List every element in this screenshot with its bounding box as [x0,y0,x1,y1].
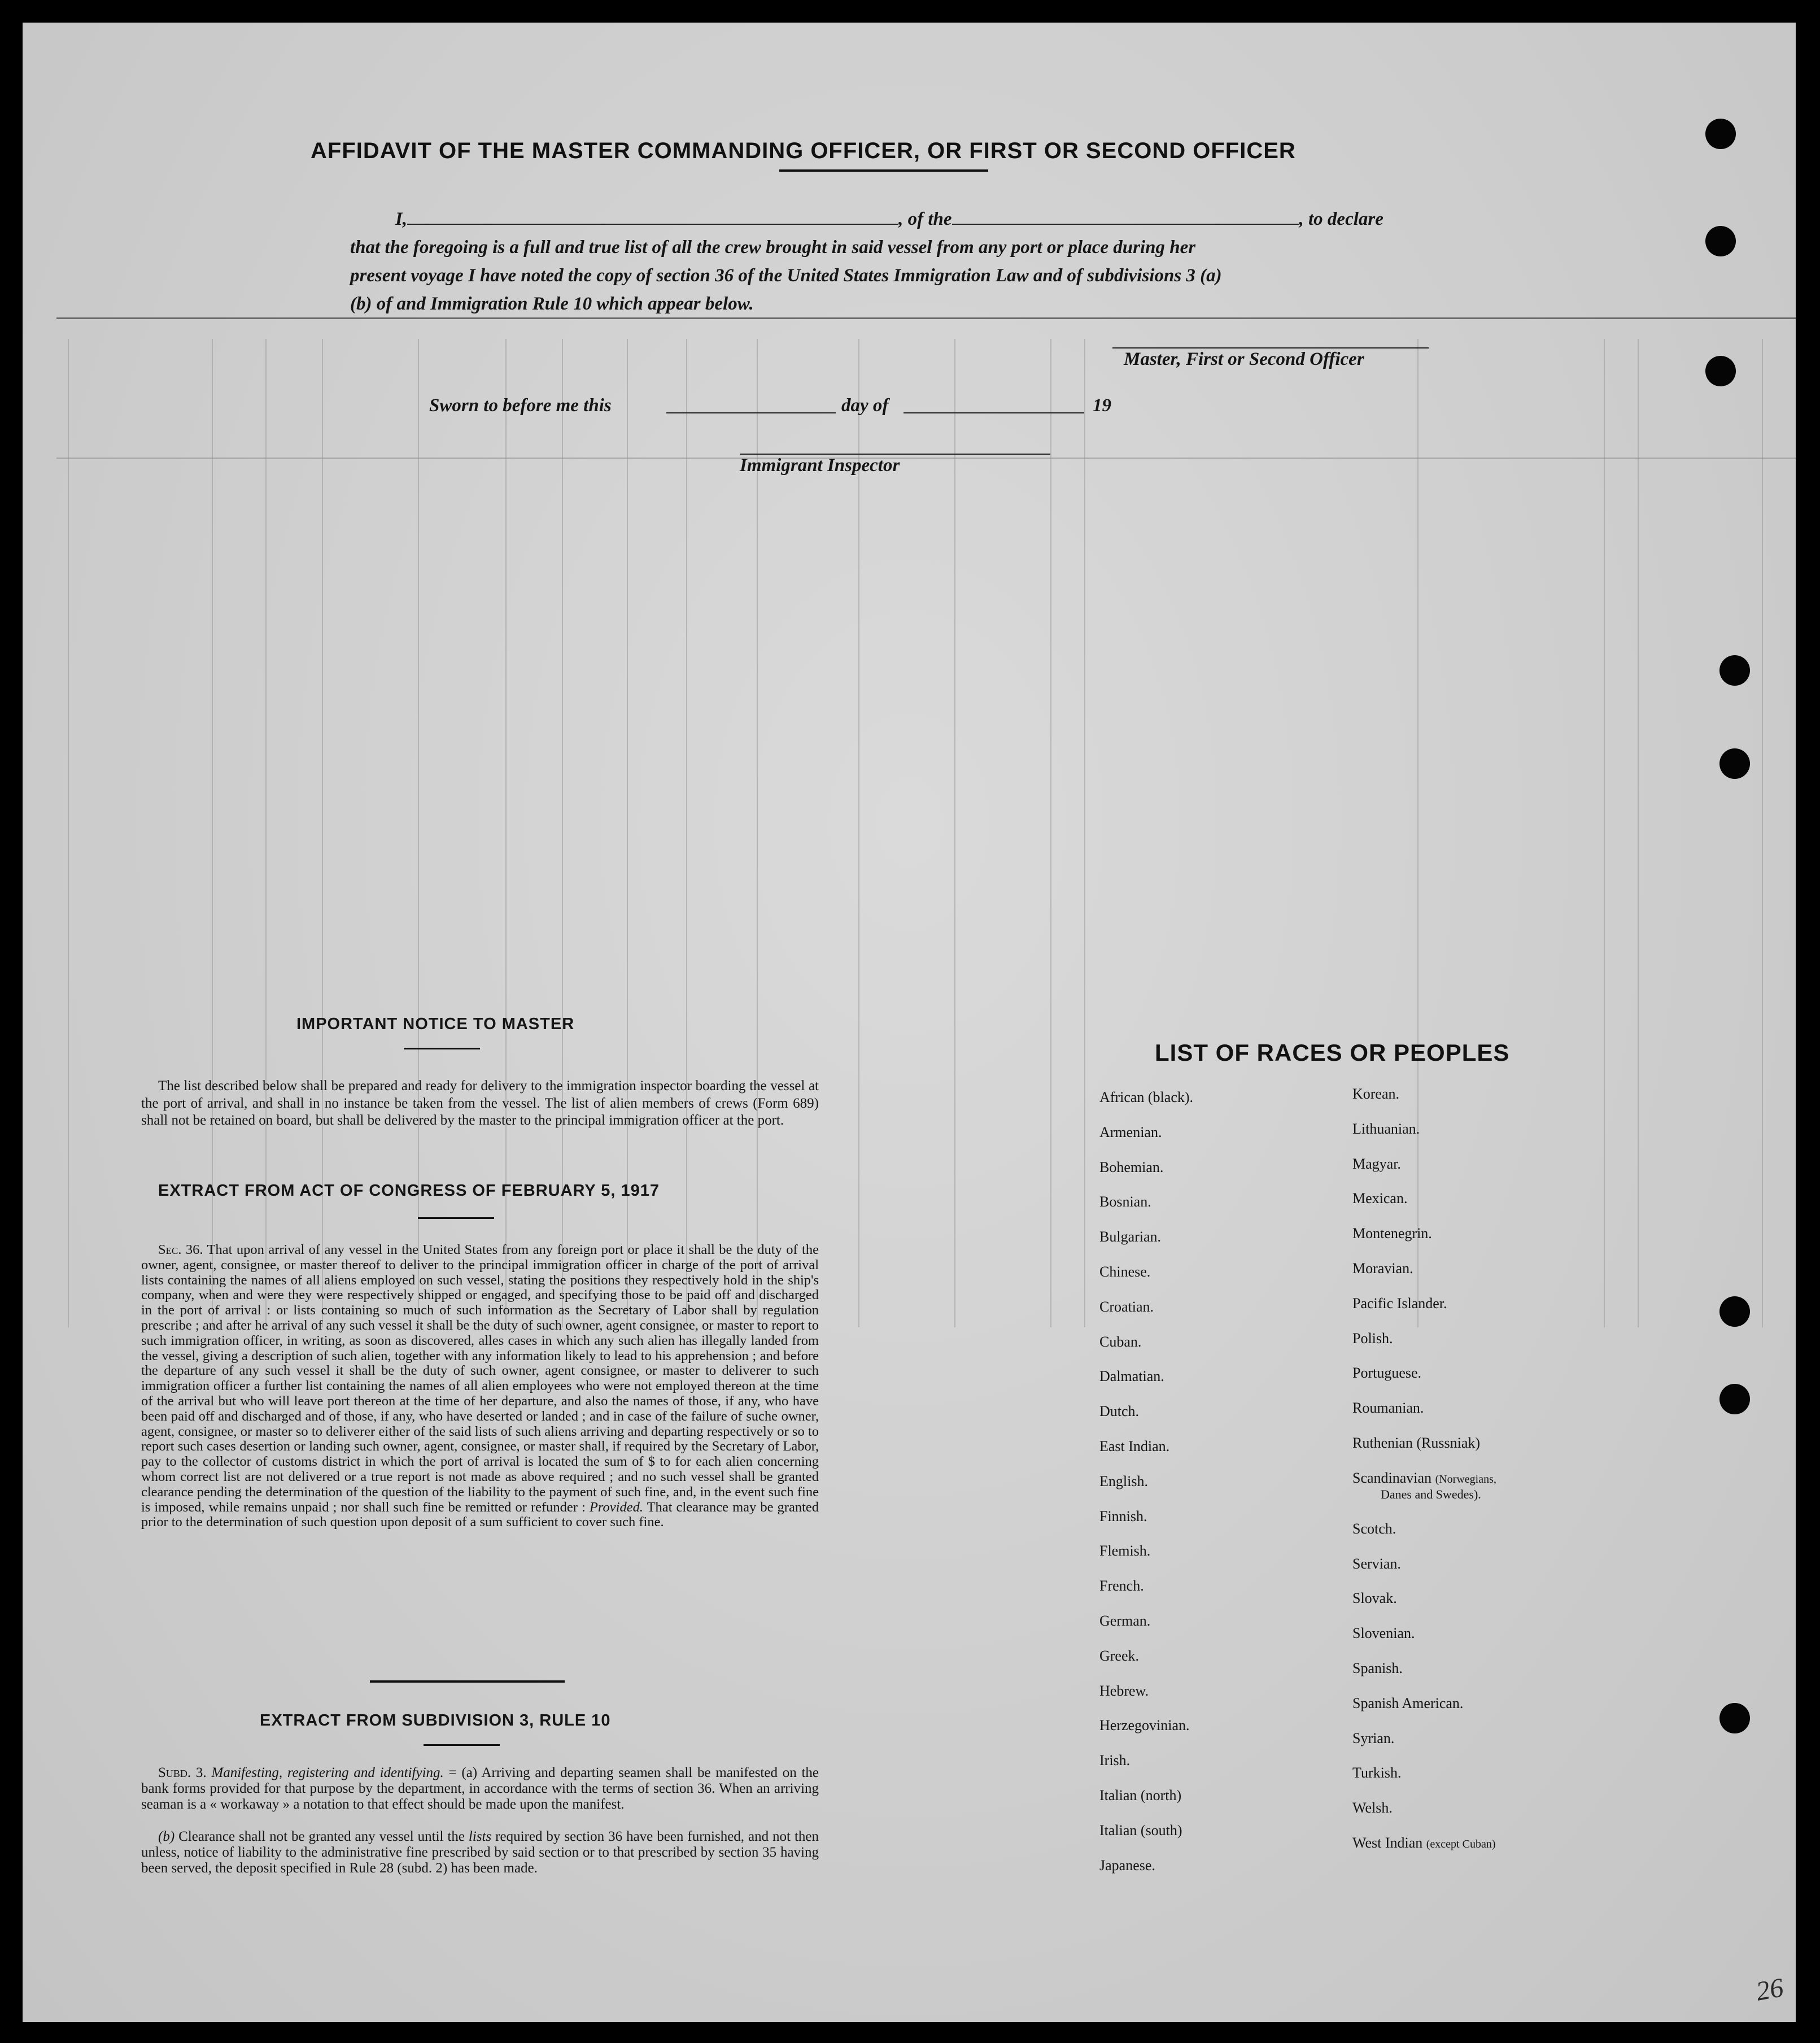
sworn-day-blank[interactable] [666,412,836,413]
notice-underline [404,1048,480,1049]
race-item: Servian. [1352,1555,1401,1572]
notice-paragraph: The list described below shall be prepared and ready for delivery to the immigration inspector boarding the vessel at the port of arrival, and shall in no instance be taken from the vessel. The list of alien members of crews (Form 689) shall not be retained on board, but shall be delivered by the master to the principal immigration officer at the port. [141,1078,819,1128]
races-title: LIST OF RACES OR PEOPLES [1155,1039,1510,1066]
west-indian-note: (except Cuban) [1426,1837,1496,1850]
race-item: Italian (south) [1099,1822,1182,1839]
column-rule [1604,339,1605,1327]
sworn-label: Sworn to before me this [429,395,612,416]
punch-hole [1719,1296,1750,1327]
race-item: Turkish. [1352,1765,1402,1781]
subd-b-text: Clearance shall not be granted any vessel until the [178,1829,465,1844]
column-rule [757,339,758,1327]
title-underline [779,169,988,172]
race-item: English. [1099,1473,1148,1489]
race-item: Hebrew. [1099,1682,1149,1699]
name-blank[interactable] [407,224,898,225]
race-item: Slovak. [1352,1590,1397,1607]
notice-heading: IMPORTANT NOTICE TO MASTER [296,1015,575,1033]
punch-hole [1719,1703,1750,1733]
race-item: Magyar. [1352,1155,1401,1172]
column-rule [1084,339,1085,1327]
affidavit-title: AFFIDAVIT OF THE MASTER COMMANDING OFFICER, OR FIRST OR SECOND OFFICER [311,138,1296,163]
scandinavian-label: Scandinavian [1352,1469,1432,1486]
races-right-column [1352,1086,1496,1870]
west-indian-label: West Indian [1352,1834,1423,1851]
race-item: Korean. [1352,1086,1400,1102]
race-item: Scotch. [1352,1520,1396,1537]
affidavit-i-text: I, [395,209,408,229]
section-36-paragraph [141,1243,819,1530]
punch-hole [1719,748,1750,779]
race-item: Moravian. [1352,1260,1413,1277]
race-item: Italian (north) [1099,1787,1182,1804]
punch-hole [1705,226,1736,256]
master-signature-label: Master, First or Second Officer [1124,349,1364,369]
punch-hole [1719,1384,1750,1414]
race-item: Roumanian. [1352,1400,1424,1417]
column-rule [686,339,687,1327]
scandinavian-note-2: Danes and Swedes). [1381,1487,1481,1501]
race-item: Welsh. [1352,1800,1393,1817]
race-item: Mexican. [1352,1190,1408,1207]
race-item: Croatian. [1099,1298,1154,1315]
vessel-blank[interactable] [952,224,1299,225]
section-36-text: That upon arrival of any vessel in the United States from any foreign port or place it shall be the duty of the owner, agent, consignee, or master thereof to deliver to the principal immigration officer in charge of the port of arrival lists containing the names of all aliens employed on such vessel, stating the positions they respectively hold in the ship's company, when and were they were respectively shipped or engaged, and specifying those to be paid off and discharged in the port of arrival : or lists containing so much of such information as the Secretary of Labor shall by regulation prescribe ; and after he arrival of any such vessel it shall be the duty of such owner, agent consignee, or master to report to such immigration officer, in writing, as soon as discovered, alles cases in which any such alien has illegally landed from the vessel, giving a description of such alien, together with any information likely to lead to his apprehension ; and before the departure of any such vessel it shall be the duty of such owner, agent consignee, or master to deliverer to such immigration officer a further list containing the names of all alien employees who were not employed thereon at the time of the arrival but who will leave port thereon at the time of her departure, and also the names of those, if any, who have been paid off and discharged and of those, if any, who have deserted or landed ; and in case of the failure of suche owner, agent, consignee, or master so to deliverer either of the said lists of such aliens arriving and departing respectively or so to report such cases desertion or landing such owner, agent, consignee, or master shall, if required by the Secretary of Labor, pay to the collector of customs district in which the port of arrival is located the sum of $ to for each alien concerning whom correct list are not delivered or a true report is not made as above required ; and no such vessel shall be granted clearance pending the determination of the question of the liability to the payment of such fine, and, in the event such fine is imposed, while remains unpaid ; nor shall such fine be remitted or refunder : [141,1242,819,1515]
race-item: Chinese. [1099,1263,1151,1280]
race-item-scandinavian [1352,1470,1496,1521]
column-rule [265,339,267,1327]
race-item: East Indian. [1099,1437,1170,1454]
rule-extract-heading: EXTRACT FROM SUBDIVISION 3, RULE 10 [260,1711,611,1730]
race-item: Spanish. [1352,1659,1403,1676]
provided-text: Provided. [589,1499,643,1515]
column-rule [505,339,507,1327]
column-rule [1050,339,1051,1327]
race-item: Polish. [1352,1330,1393,1347]
race-item: Greek. [1099,1647,1140,1664]
race-item: Lithuanian. [1352,1120,1420,1137]
race-item: Bohemian. [1099,1158,1164,1175]
race-item: Spanish American. [1352,1694,1464,1711]
year-label: 19 [1093,395,1111,416]
race-item: Dalmatian. [1099,1368,1164,1385]
master-signature-line[interactable] [1112,347,1429,349]
race-item: Finnish. [1099,1508,1147,1524]
race-item: Japanese. [1099,1857,1155,1874]
inspector-signature-line[interactable] [740,454,1050,455]
document-sheet [23,23,1796,2022]
affidavit-body-line: (b) of and Immigration Rule 10 which appear below. [350,294,754,314]
race-item: Flemish. [1099,1543,1151,1560]
punch-hole [1719,655,1750,686]
affidavit-of-the-text: , of the [898,209,952,229]
race-item: Syrian. [1352,1730,1395,1746]
act-extract-heading: EXTRACT FROM ACT OF CONGRESS OF FEBRUARY 5, 1917 [158,1182,660,1200]
subd-label: Subd. 3. [158,1765,207,1780]
race-item: African (black). [1099,1089,1194,1105]
scandinavian-note: (Norwegians, [1435,1473,1496,1486]
subd-a-text: = (a) Arriving and departing seamen shall be manifested on the bank forms provided for that purpose by the department, in accordance with the terms of section 36. When an arriving seaman is a « workaway » a notation to that effect should be made upon the manifest. [141,1765,819,1812]
race-item: Armenian. [1099,1123,1162,1140]
affidavit-declaration-line [395,209,1383,230]
race-item: Montenegrin. [1352,1225,1432,1242]
race-item: Bulgarian. [1099,1229,1162,1245]
subd-b-lists: lists [468,1829,492,1844]
race-item-west-indian [1352,1835,1496,1870]
column-rule [562,339,563,1327]
race-item: French. [1099,1578,1144,1595]
section-36-text-end: That clearance may be granted prior to the determination of such question upon deposit of a sum sufficient to cover such fine. [141,1499,819,1530]
column-rule [418,339,419,1327]
rule-extract-underline [424,1744,500,1746]
column-rule [322,339,323,1327]
subd-title: Manifesting, registering and identifying. [211,1765,444,1780]
column-rule [858,339,859,1327]
subd-b-label: (b) [158,1829,175,1844]
column-rule [1638,339,1639,1327]
race-item: Dutch. [1099,1403,1140,1420]
act-extract-bottom-rule [370,1680,565,1683]
column-rule [212,339,213,1327]
race-item: Portuguese. [1352,1365,1422,1382]
affidavit-body-line: that the foregoing is a full and true list of all the crew brought in said vessel from any port or place during her [350,237,1196,258]
column-rule [627,339,628,1327]
race-item: Cuban. [1099,1333,1142,1350]
affidavit-body-line: present voyage I have noted the copy of section 36 of the United States Immigration Law and of subdivisions 3 (a) [350,265,1222,286]
day-of-label: day of [841,395,889,416]
race-item: Ruthenian (Russniak) [1352,1434,1481,1451]
sworn-month-blank[interactable] [904,412,1084,413]
punch-hole [1705,356,1736,386]
rule-subdivision-a [141,1765,819,1813]
column-rule [68,339,69,1327]
affidavit-to-declare-text: , to declare [1299,209,1383,229]
race-item: Slovenian. [1352,1625,1415,1642]
races-left-column [1099,1089,1193,1892]
act-extract-underline [418,1217,494,1219]
column-rule [1762,339,1763,1327]
race-item: Herzegovinian. [1099,1717,1190,1734]
section-36-label: Sec. 36. [158,1242,203,1257]
race-item: German. [1099,1612,1151,1629]
race-item: Pacific Islander. [1352,1295,1447,1312]
form-rule-line [56,317,1796,319]
subd-b-text-2: required by section 36 have been furnished, and not then unless, notice of liability to the administrative fine prescribed by said section or to that prescribed by section 35 having been served, the deposit specified in Rule 28 (subd. 2) has been made. [141,1829,819,1876]
corner-page-number: 26 [1753,1972,1786,2007]
column-rule [954,339,955,1327]
race-item: Bosnian. [1099,1193,1151,1210]
header-rule-line [56,458,1796,459]
rule-subdivision-b [141,1829,819,1876]
race-item: Irish. [1099,1752,1131,1769]
punch-hole [1705,119,1736,149]
inspector-label: Immigrant Inspector [740,455,900,476]
